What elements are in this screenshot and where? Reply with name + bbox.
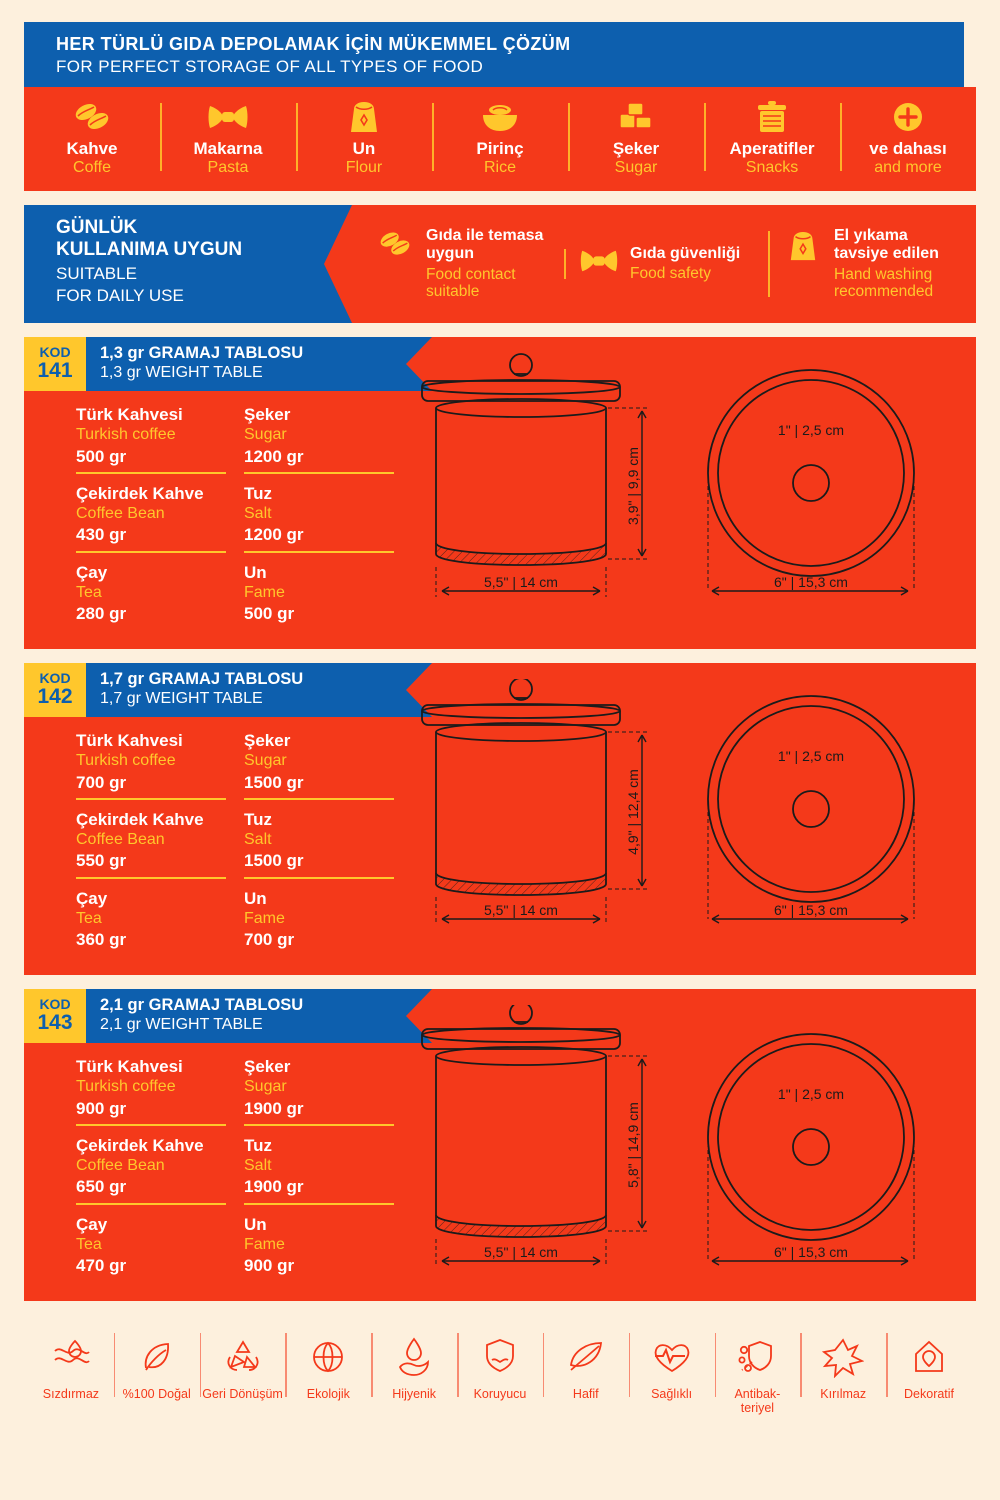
footer-label: Kırılmaz	[820, 1387, 867, 1401]
weight-table	[24, 1043, 404, 1287]
row-name-tr: Çekirdek Kahve	[76, 1135, 204, 1155]
row-name-en: Turkish coffee	[76, 426, 176, 444]
footer-label: Sızdırmaz	[42, 1387, 100, 1401]
jar-height-dimension: 4,9" | 12,4 cm	[625, 769, 641, 855]
row-name-tr: Çekirdek Kahve	[76, 809, 204, 829]
feather-light-icon	[545, 1331, 627, 1383]
row-name-tr: Un	[244, 562, 267, 582]
row-name-tr: Şeker	[244, 405, 291, 424]
feature-food-safety	[568, 245, 772, 283]
food-type-label-tr: Aperatifler	[729, 139, 815, 158]
globe-eco-icon	[287, 1331, 369, 1383]
antibacterial-icon	[717, 1331, 799, 1383]
row-name-en: Salt	[244, 1157, 272, 1175]
table-row	[244, 1053, 394, 1126]
header-title-tr: HER TÜRLÜ GIDA DEPOLAMAK İÇİN MÜKEMMEL ÇÖZÜM	[56, 34, 571, 54]
kod-label: KOD	[39, 344, 71, 361]
footer-label: Dekoratif	[904, 1387, 955, 1401]
row-value: 1500 gr	[244, 851, 304, 871]
weight-table-column-right	[244, 727, 394, 961]
pasta-bowtie-icon	[164, 97, 292, 137]
food-type-label-tr: Pirinç	[476, 139, 524, 158]
row-value: 280 gr	[76, 604, 127, 624]
row-value: 430 gr	[76, 525, 127, 545]
heartbeat-icon	[631, 1331, 713, 1383]
footer-item-dogal	[114, 1331, 200, 1401]
unbreakable-icon	[802, 1331, 884, 1383]
header-title-band	[24, 22, 964, 87]
table-row	[244, 1132, 394, 1205]
section-title-tr: 1,7 gr GRAMAJ TABLOSU	[100, 670, 304, 688]
row-name-en: Sugar	[244, 1078, 287, 1096]
row-value: 650 gr	[76, 1177, 127, 1197]
row-name-tr: Un	[244, 888, 267, 908]
row-value: 1500 gr	[244, 772, 304, 792]
footer-item-koruyucu	[457, 1331, 543, 1401]
footer-label: Sağlıklı	[651, 1387, 693, 1401]
table-row	[76, 1053, 226, 1126]
food-type-label-en: Pasta	[207, 159, 249, 176]
row-name-en: Turkish coffee	[76, 1078, 176, 1096]
daily-title-en-2: FOR DAILY USE	[56, 286, 184, 306]
lid-width-dimension: 6" | 15,3 cm	[774, 1244, 848, 1260]
feature-label-en: Food safety	[630, 265, 711, 283]
food-type-seker	[568, 97, 704, 177]
food-type-label-en: Coffe	[73, 159, 111, 176]
footer-label: Ekolojik	[306, 1387, 350, 1401]
section-title	[86, 663, 406, 717]
footer-item-hijyenik	[371, 1331, 457, 1401]
daily-use-band	[24, 205, 976, 323]
kod-label: KOD	[39, 996, 71, 1013]
hand-drop-icon	[373, 1331, 455, 1383]
row-value: 700 gr	[76, 772, 127, 792]
table-row	[244, 480, 394, 553]
coffee-beans-icon	[374, 227, 416, 259]
section-header	[24, 663, 406, 717]
kod-label: KOD	[39, 670, 71, 687]
waterproof-icon	[30, 1331, 112, 1383]
row-name-en: Fame	[244, 584, 285, 602]
daily-title-en-1: SUITABLE	[56, 263, 137, 283]
sugar-cubes-icon	[572, 97, 700, 137]
weight-table	[24, 717, 404, 961]
row-value: 1900 gr	[244, 1098, 304, 1118]
footer-label: Geri Dönüşüm	[202, 1387, 283, 1401]
feature-label-tr: El yıkama tavsiye edilen	[834, 226, 939, 263]
product-code-badge	[24, 337, 86, 391]
row-name-tr: Türk Kahvesi	[76, 731, 183, 750]
row-name-tr: Türk Kahvesi	[76, 405, 183, 424]
row-name-en: Coffee Bean	[76, 1157, 165, 1175]
row-value: 900 gr	[76, 1098, 127, 1118]
table-row	[244, 401, 394, 474]
plus-icon	[844, 97, 972, 137]
row-name-tr: Çekirdek Kahve	[76, 483, 204, 503]
footer-item-sizdirmaz	[28, 1331, 114, 1401]
jar-height-dimension: 5,8" | 14,9 cm	[625, 1102, 641, 1188]
row-name-en: Tea	[76, 1236, 102, 1254]
row-value: 500 gr	[76, 446, 127, 466]
product-code-badge	[24, 989, 86, 1043]
row-name-en: Fame	[244, 1236, 285, 1254]
jar-technical-drawing	[406, 353, 976, 643]
row-value: 500 gr	[244, 604, 295, 624]
footer-item-geri-donusum	[200, 1331, 286, 1401]
table-row	[76, 559, 226, 630]
table-row	[244, 559, 394, 630]
recycle-icon	[202, 1331, 284, 1383]
feature-label-en: Hand washing recommended	[834, 265, 934, 301]
feature-label-tr: Gıda güvenliği	[630, 244, 741, 262]
lid-width-dimension: 6" | 15,3 cm	[774, 902, 848, 918]
table-row	[76, 1211, 226, 1282]
food-type-kahve	[24, 97, 160, 177]
row-value: 1200 gr	[244, 525, 304, 545]
row-value: 700 gr	[244, 930, 295, 950]
feature-hand-washing	[772, 227, 976, 301]
weight-table-column-left	[76, 1053, 226, 1287]
product-code-badge	[24, 663, 86, 717]
lid-inner-dimension: 1" | 2,5 cm	[777, 422, 845, 438]
footer-label: %100 Doğal	[122, 1387, 191, 1401]
food-type-ve-dahasi	[840, 97, 976, 177]
table-row	[76, 1132, 226, 1205]
kod-value: 143	[37, 1011, 73, 1035]
row-value: 550 gr	[76, 851, 127, 871]
table-row	[76, 885, 226, 956]
table-row	[76, 806, 226, 879]
row-name-tr: Tuz	[244, 1135, 273, 1155]
feature-food-contact	[364, 227, 568, 301]
feature-icons-footer	[24, 1317, 976, 1416]
table-row	[244, 727, 394, 800]
row-value: 360 gr	[76, 930, 127, 950]
row-name-tr: Çay	[76, 1214, 108, 1234]
product-section-141	[24, 337, 976, 649]
jar-width-dimension: 5,5" | 14 cm	[484, 1244, 558, 1260]
flour-sack-icon	[300, 97, 428, 137]
food-type-label-tr: Makarna	[193, 139, 263, 158]
daily-title-tr-1: GÜNLÜK	[56, 217, 138, 238]
section-title-tr: 1,3 gr GRAMAJ TABLOSU	[100, 344, 304, 362]
header-title-en: FOR PERFECT STORAGE OF ALL TYPES OF FOOD	[56, 57, 484, 76]
section-header	[24, 337, 406, 391]
row-value: 1200 gr	[244, 446, 304, 466]
row-name-en: Coffee Bean	[76, 831, 165, 849]
jar-width-dimension: 5,5" | 14 cm	[484, 902, 558, 918]
food-type-label-en: and more	[874, 159, 942, 176]
table-row	[76, 480, 226, 553]
footer-item-kirilmaz	[800, 1331, 886, 1401]
row-value: 470 gr	[76, 1256, 127, 1276]
weight-table-column-right	[244, 1053, 394, 1287]
section-title-en: 2,1 gr WEIGHT TABLE	[100, 1016, 263, 1033]
row-name-en: Sugar	[244, 752, 287, 770]
row-name-en: Salt	[244, 505, 272, 523]
food-type-label-en: Rice	[483, 159, 516, 176]
daily-title-tr-2: KULLANIMA UYGUN	[56, 238, 243, 260]
row-name-tr: Çay	[76, 888, 108, 908]
footer-item-hafif	[543, 1331, 629, 1401]
coffee-beans-icon	[28, 97, 156, 137]
food-type-pirinc	[432, 97, 568, 177]
kod-value: 142	[37, 685, 73, 709]
row-name-tr: Tuz	[244, 809, 273, 829]
jar-height-dimension: 3,9" | 9,9 cm	[625, 447, 641, 525]
leaf-natural-icon	[116, 1331, 198, 1383]
row-value: 1900 gr	[244, 1177, 304, 1197]
footer-item-antibakteriyel	[715, 1331, 801, 1416]
header-banner	[24, 22, 976, 191]
pasta-bowtie-icon	[578, 245, 620, 275]
table-row	[244, 806, 394, 879]
kod-value: 141	[37, 359, 73, 383]
row-name-en: Tea	[76, 910, 102, 928]
row-name-tr: Şeker	[244, 731, 291, 750]
section-title	[86, 337, 406, 391]
food-type-icon-row	[24, 87, 976, 191]
food-type-label-tr: ve dahası	[869, 139, 947, 158]
weight-table-column-right	[244, 401, 394, 635]
section-title	[86, 989, 406, 1043]
food-type-label-tr: Un	[352, 139, 376, 158]
row-name-en: Tea	[76, 584, 102, 602]
row-name-en: Fame	[244, 910, 285, 928]
table-row	[76, 401, 226, 474]
feature-label-en: Food contact suitable	[426, 265, 516, 301]
footer-item-saglikli	[629, 1331, 715, 1401]
section-title-en: 1,7 gr WEIGHT TABLE	[100, 690, 263, 707]
row-name-tr: Tuz	[244, 483, 273, 503]
food-type-makarna	[160, 97, 296, 177]
rice-bowl-icon	[436, 97, 564, 137]
jar-technical-drawing	[406, 1005, 976, 1305]
lid-width-dimension: 6" | 15,3 cm	[774, 574, 848, 590]
row-name-en: Sugar	[244, 426, 287, 444]
row-name-tr: Şeker	[244, 1057, 291, 1076]
decorative-home-icon	[888, 1331, 970, 1383]
jar-width-dimension: 5,5" | 14 cm	[484, 574, 558, 590]
weight-table-column-left	[76, 727, 226, 961]
row-value: 900 gr	[244, 1256, 295, 1276]
daily-use-features	[324, 205, 976, 323]
row-name-en: Salt	[244, 831, 272, 849]
section-title-tr: 2,1 gr GRAMAJ TABLOSU	[100, 996, 304, 1014]
footer-item-ekolojik	[285, 1331, 371, 1401]
row-name-tr: Türk Kahvesi	[76, 1057, 183, 1076]
row-name-tr: Çay	[76, 562, 108, 582]
footer-label: Koruyucu	[473, 1387, 527, 1401]
table-row	[76, 727, 226, 800]
food-type-label-tr: Kahve	[66, 139, 118, 158]
footer-label: Hafif	[572, 1387, 599, 1401]
food-type-label-en: Flour	[345, 159, 383, 176]
row-name-tr: Un	[244, 1214, 267, 1234]
lid-inner-dimension: 1" | 2,5 cm	[777, 748, 845, 764]
row-name-en: Turkish coffee	[76, 752, 176, 770]
shield-hands-icon	[459, 1331, 541, 1383]
flour-sack-icon	[782, 227, 824, 263]
daily-use-title	[24, 205, 324, 323]
section-title-en: 1,3 gr WEIGHT TABLE	[100, 364, 263, 381]
table-row	[244, 1211, 394, 1282]
footer-label: Hijyenik	[392, 1387, 437, 1401]
jar-technical-drawing	[406, 679, 976, 969]
food-type-label-tr: Şeker	[612, 139, 660, 158]
food-type-aperatifler	[704, 97, 840, 177]
snacks-jar-icon	[708, 97, 836, 137]
product-section-142	[24, 663, 976, 975]
section-header	[24, 989, 406, 1043]
food-type-label-en: Sugar	[614, 159, 658, 176]
food-type-label-en: Snacks	[745, 159, 799, 176]
food-type-un	[296, 97, 432, 177]
table-row	[244, 885, 394, 956]
lid-inner-dimension: 1" | 2,5 cm	[777, 1086, 845, 1102]
footer-item-dekoratif	[886, 1331, 972, 1401]
feature-label-tr: Gıda ile temasa uygun	[426, 226, 544, 263]
weight-table-column-left	[76, 401, 226, 635]
footer-label: Antibak- teriyel	[734, 1387, 781, 1416]
product-section-143	[24, 989, 976, 1301]
row-name-en: Coffee Bean	[76, 505, 165, 523]
weight-table	[24, 391, 404, 635]
